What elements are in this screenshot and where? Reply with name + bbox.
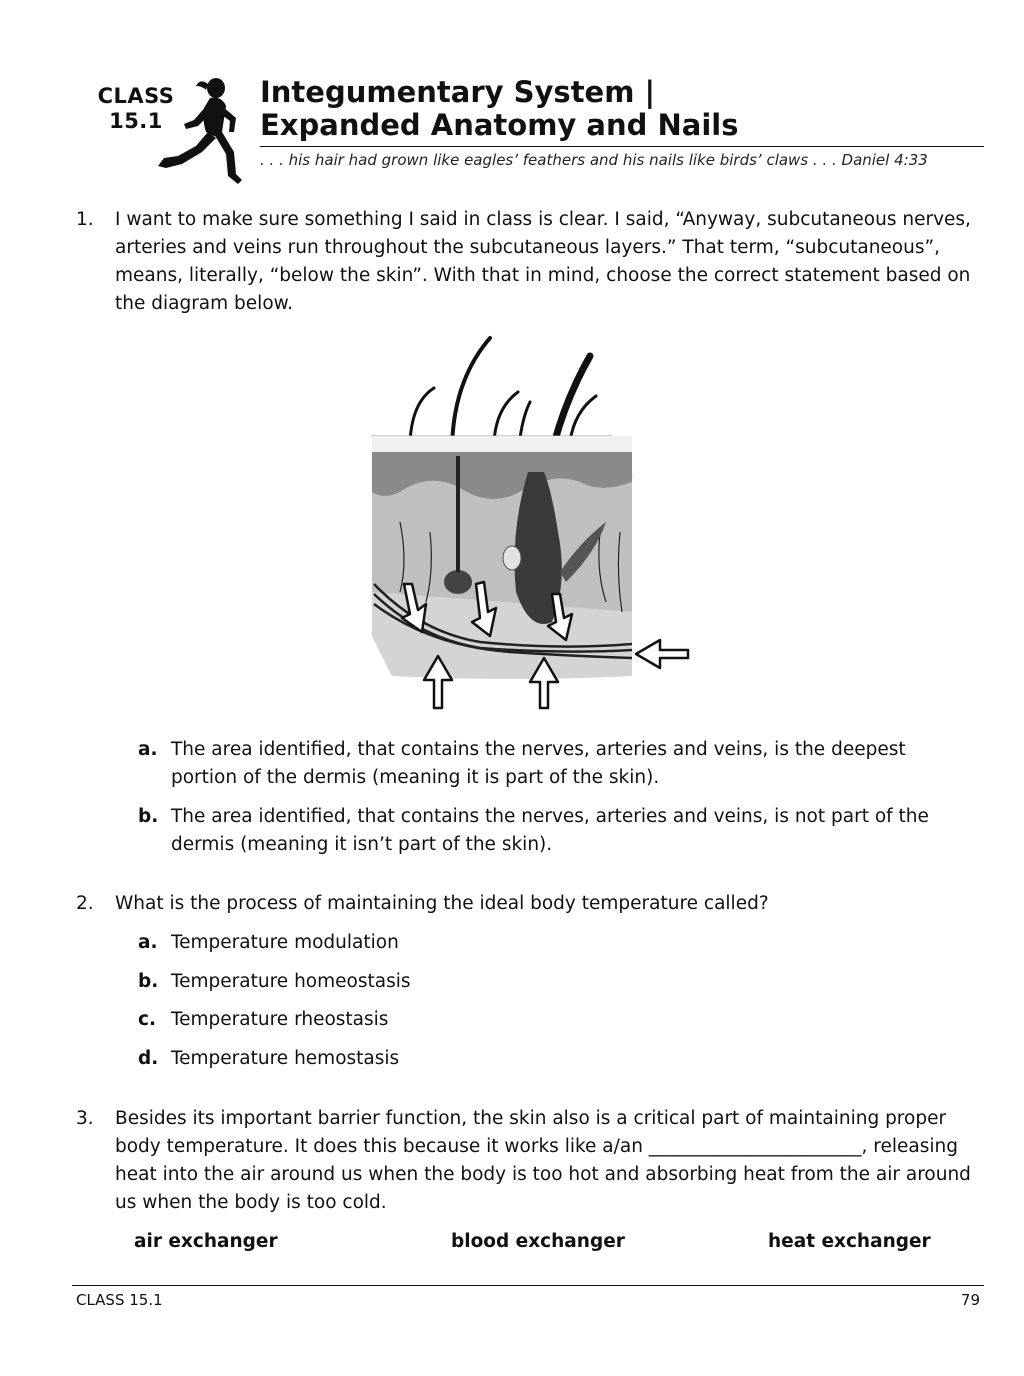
epidermis-layer [372,436,632,452]
question-number: 1. [76,209,94,230]
option-text: The area identified, that contains the nerves, arteries and veins, is not part of the dermis (meaning it isn’t part of the skin). [171,806,929,855]
option-letter: b. [138,971,159,992]
option-text: Temperature modulation [171,932,399,953]
runner-icon [156,76,252,188]
option-text: The area identified, that contains the nerves, arteries and veins, is the deepest portion of the dermis (meaning it is part of the skin). [171,739,906,788]
page-number: 79 [960,1291,980,1309]
question-number: 2. [76,893,94,914]
answer-choice-air-exchanger[interactable]: air exchanger [134,1231,278,1252]
epigraph: . . . his hair had grown like eagles’ feathers and his nails like birds’ claws . . . Daniel 4:33 [260,151,928,169]
class-number: 15.1 [109,109,163,133]
option-text: Temperature rheostasis [171,1009,389,1030]
question-text: What is the process of maintaining the ideal body temperature called? [115,893,769,914]
option-letter: a. [138,739,158,760]
answer-choice-heat-exchanger[interactable]: heat exchanger [768,1231,931,1252]
option-letter: c. [138,1009,156,1030]
footer-class-label: CLASS 15.1 [76,1291,163,1309]
question-number: 3. [76,1108,94,1129]
title-divider [260,146,984,147]
question-text: Besides its important barrier function, the skin also is a critical part of maintaining proper body temperature. It does this because it works like a/an _______________________, releasing heat into the air around us when the body is too hot and absorbing heat from the air around us when the body is too cold. [115,1108,971,1213]
class-label: CLASS [97,84,175,108]
option-letter: a. [138,932,158,953]
title-line-2: Expanded Anatomy and Nails [260,108,739,142]
page-title [260,76,739,142]
page-header [60,70,984,190]
option-letter: d. [138,1048,159,1069]
title-line-1: Integumentary System | [260,75,656,109]
footer-divider [72,1285,984,1286]
arrow-left [636,640,688,668]
question-text: I want to make sure something I said in class is clear. I said, “Anyway, subcutaneous nerves, arteries and veins run throughout the subcutaneous layers.” That term, “subcutaneous”, means, literally, “below the skin”. With that in mind, choose the correct statement based on the diagram below. [115,209,971,314]
skin-cross-section-diagram [360,332,696,716]
sebaceous-gland [503,546,521,570]
answer-choice-blood-exchanger[interactable]: blood exchanger [451,1231,625,1252]
sweat-gland [444,570,472,594]
option-text: Temperature homeostasis [171,971,411,992]
option-text: Temperature hemostasis [171,1048,400,1069]
option-letter: b. [138,806,159,827]
